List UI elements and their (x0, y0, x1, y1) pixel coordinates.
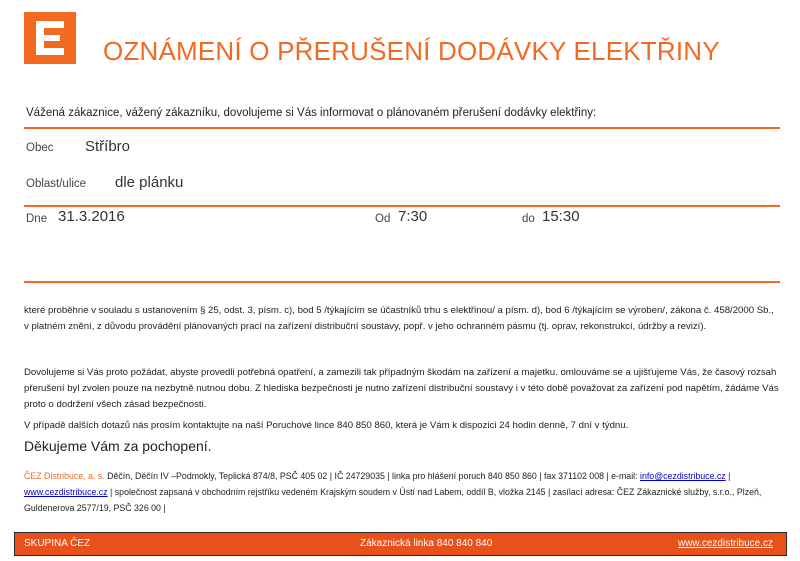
cez-logo-icon (24, 12, 76, 64)
do-value: 15:30 (542, 208, 580, 225)
customer-line: Zákaznická linka 840 840 840 (360, 538, 493, 549)
divider (24, 281, 780, 283)
footer-address: Děčín, Děčín IV –Podmokly, Teplická 874/8, PSČ 405 02 | IČ 24729035 | linka pro hlášení poruch 840 850 860 | fax 371102 008 | e-mail: (104, 471, 641, 481)
do-label: do (522, 213, 535, 225)
group-label: SKUPINA ČEZ (24, 538, 91, 549)
bottom-bar (14, 532, 787, 556)
footer-email-link[interactable]: info@cezdistribuce.cz (640, 471, 726, 481)
footer-separator: | (725, 471, 731, 481)
obec-label: Obec (26, 142, 54, 154)
page-title: OZNÁMENÍ O PŘERUŠENÍ DODÁVKY ELEKTŘINY (103, 36, 720, 66)
divider (24, 127, 780, 129)
footer-info (24, 468, 780, 516)
footer-brand: ČEZ Distribuce, a. s. (24, 471, 105, 481)
oblast-label: Oblast/ulice (26, 178, 87, 190)
oblast-value: dle plánku (115, 174, 184, 191)
divider (24, 205, 780, 207)
dne-label: Dne (26, 213, 48, 225)
od-label: Od (375, 213, 391, 225)
thanks-text: Děkujeme Vám za pochopení. (24, 438, 212, 454)
safety-paragraph: Dovolujeme si Vás proto požádat, abyste provedli potřebná opatření, a zamezili tak případným škodám na zařízení a majetku. omlouváme se a ujišťujeme Vás, že časový rozsah přerušení byl zvolen pouze na nezbytně nutnou dobu. Z hlediska bezpečnosti je nutno zařízení distribuční soustavy i v této době považovat za zařízení pod napětím, žádáme Vás proto o dodržení všech zásad bezpečnosti. (24, 367, 779, 410)
greeting-text: Vážená zákaznice, vážený zákazníku, dovolujeme si Vás informovat o plánovaném přerušení dodávky elektřiny: (26, 107, 597, 119)
footer-registry: | společnost zapsaná v obchodním rejstříku vedeném Krajským soudem v Ústí nad Labem, oddíl B, vložka 2145 | zasílací adresa: ČEZ Zákaznické služby, s.r.o., Plzeň, Guldenerova 2577/19, PSČ 326 00 | (24, 487, 762, 513)
od-value: 7:30 (398, 208, 428, 225)
cez-logo-mark (24, 12, 76, 64)
contact-paragraph: V případě dalších dotazů nás prosím kontaktujte na naší Poruchové lince 840 850 860, která je Vám k dispozici 24 hodin denně, 7 dní v týdnu. (24, 420, 629, 431)
legal-paragraph: které proběhne v souladu s ustanovením § 25, odst. 3, písm. c), bod 5 /týkajícím se účastníků trhu s elektřinou/ a písm. d), bod 6 /týkajícím se výroben/, zákona č. 458/2000 Sb., v platném znění, z důvodu provádění plánovaných prací na zařízení distribuční soustavy, popř. v jeho ochranném pásmu (tj. oprav, rekonstrukcí, údržby a revizí). (24, 305, 774, 332)
dne-value: 31.3.2016 (58, 208, 125, 225)
obec-value: Stříbro (85, 138, 131, 155)
footer-web-link[interactable]: www.cezdistribuce.cz (24, 487, 108, 497)
website-link[interactable]: www.cezdistribuce.cz (677, 538, 773, 549)
